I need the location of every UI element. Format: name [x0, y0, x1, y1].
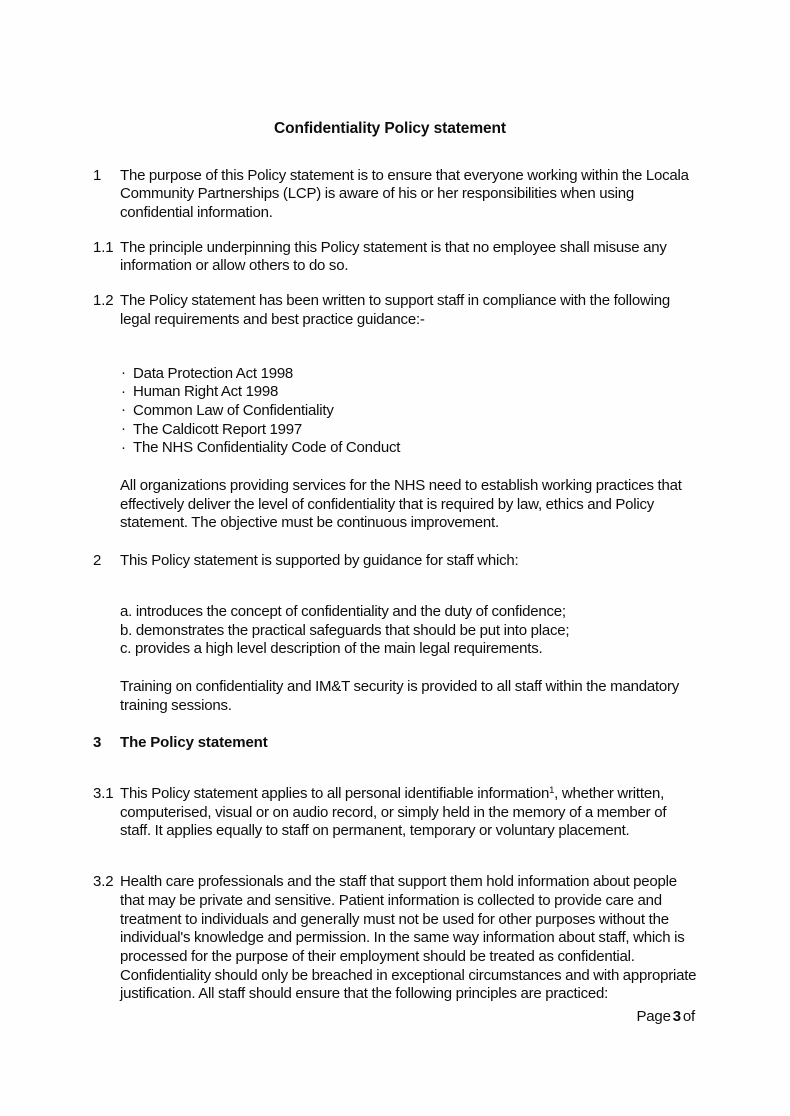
clause-1-2	[93, 292, 697, 329]
nhs-paragraph: All organizations providing services for the NHS need to establish working practices that effectively deliver the level of confidentiality that is required by law, ethics and Policy statement. The objective must be continuous improvement.	[120, 477, 682, 532]
footer-page-label: Page	[636, 1008, 671, 1025]
spacer	[93, 769, 697, 785]
page-title: Confidentiality Policy statement	[274, 120, 506, 137]
footer-page-number: 3	[672, 1008, 681, 1025]
clause-2-number: 2	[93, 552, 102, 570]
document-content	[93, 120, 697, 1020]
list-item: · Common Law of Confidentiality	[120, 402, 697, 421]
clause-3-1-text-after-footnote: , whether written, computerised, visual or on audio record, or simply held in the memory of a member of staff. It applies equally to staff on permanent, temporary or voluntary placement.	[120, 785, 667, 840]
list-item: · The NHS Confidentiality Code of Conduct	[120, 439, 697, 458]
spacer	[93, 458, 697, 477]
clause-1-2-number: 1.2	[93, 292, 114, 310]
clause-1-number: 1	[93, 166, 102, 184]
legal-requirements-list	[120, 365, 697, 459]
list-item: c. provides a high level description of the main legal requirements.	[120, 640, 543, 658]
clause-3-number: 3	[93, 734, 102, 752]
spacer	[93, 715, 697, 734]
spacer	[93, 533, 697, 552]
clause-1-text: The purpose of this Policy statement is to ensure that everyone working within the Locala Community Partnerships (LCP) is aware of his or her responsibilities when using confidential information.	[120, 166, 689, 221]
footnote-marker: 1	[549, 785, 555, 797]
list-item: · The Caldicott Report 1997	[120, 421, 697, 440]
list-item: b. demonstrates the practical safeguards that should be put into place;	[120, 621, 570, 639]
spacer	[93, 659, 697, 678]
training-paragraph: Training on confidentiality and IM&T security is provided to all staff within the mandatory training sessions.	[120, 677, 680, 714]
spacer	[93, 857, 697, 873]
clause-1-1-number: 1.1	[93, 238, 114, 256]
clause-1-2-text: The Policy statement has been written to support staff in compliance with the following legal requirements and best practice guidance:-	[120, 292, 670, 328]
spacer	[93, 346, 697, 365]
clause-3-1	[93, 785, 697, 841]
clause-2	[93, 552, 697, 571]
guidance-block	[120, 603, 697, 659]
clause-3-2-number: 3.2	[93, 873, 114, 891]
clause-1-1-text: The principle underpinning this Policy statement is that no employee shall misuse any information or allow others to do so.	[120, 238, 667, 275]
clause-2-text: This Policy statement is supported by guidance for staff which:	[120, 552, 519, 570]
clause-3-1-number: 3.1	[93, 785, 114, 803]
footer-of-label: of	[682, 1008, 695, 1025]
legal-requirements-block	[120, 365, 697, 459]
clause-1	[93, 167, 697, 223]
spacer	[93, 587, 697, 603]
clause-3-1-text-before-footnote: This Policy statement applies to all personal identifiable information	[120, 785, 550, 803]
clause-3-heading	[93, 734, 697, 753]
guidance-list	[120, 603, 697, 659]
list-item: · Data Protection Act 1998	[120, 365, 697, 384]
clause-1-1	[93, 239, 697, 276]
list-item: a. introduces the concept of confidentiality and the duty of confidence;	[120, 602, 566, 620]
list-item: · Human Right Act 1998	[120, 383, 697, 402]
page-footer	[0, 1008, 790, 1025]
clause-3-2	[93, 873, 697, 1004]
clause-3-1-text	[120, 785, 697, 841]
clause-3-title: The Policy statement	[120, 734, 268, 752]
clause-3-2-text: Health care professionals and the staff that support them hold information about people that may be private and sensitive. Patient information is collected to provide care and treatment to individuals and generally must not be used for other purposes without the individual's knowledge and permission. In the same way information about staff, which is processed for the purpose of their employment should be treated as confidential. Confidentiality should only be breached in exceptional circumstances and with appropriate justification. All staff should ensure that the following principles are practiced:	[120, 873, 697, 1003]
